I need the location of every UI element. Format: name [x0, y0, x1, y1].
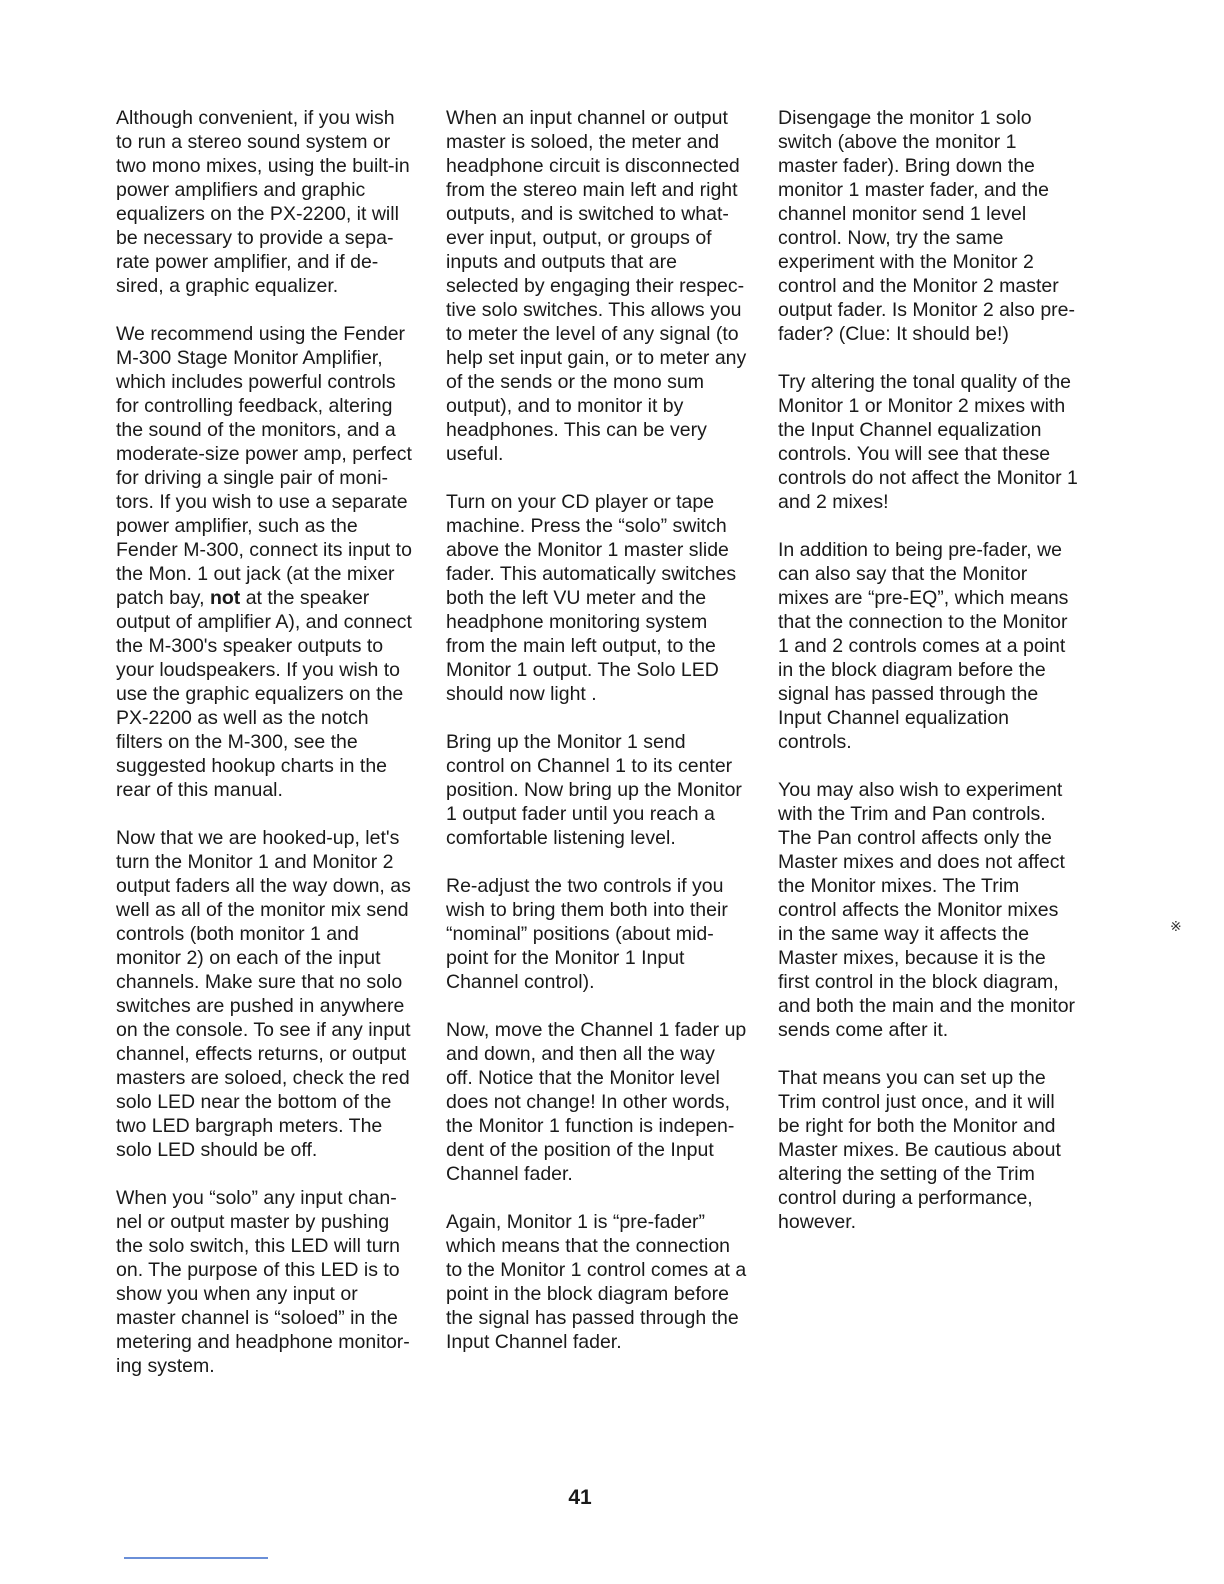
paragraph: We recommend using the Fender M-300 Stage Monitor Amplifier, which includes powerful controls for controlling feedback, altering the sound of the monitors, and a moderate-size power amp, perfect for driving a single pair of moni- tors. If you wish to use a separate power amplifier, such as the Fender M-300, connect its input to the Mon. 1 out jack (at the mixer patch bay, not at the speaker output of amplifier A), and connect the M-300's speaker outputs to your loudspeakers. If you wish to use the graphic equalizers on the PX-2200 as well as the notch filters on the M-300, see the suggested hookup charts in the rear of this manual. [116, 323, 412, 801]
paragraph: That means you can set up the Trim control just once, and it will be right for both the Monitor and Master mixes. Be cautious about altering the setting of the Trim control during a performance, however. [778, 1067, 1061, 1233]
text-column-1 [116, 106, 428, 1402]
paragraph: Re-adjust the two controls if you wish to bring them both into their “nominal” positions (about mid- point for the Monitor 1 Input Channel control). [446, 875, 728, 993]
text-column-2 [446, 106, 762, 1378]
paragraph: You may also wish to experiment with the Trim and Pan controls. The Pan control affects only the Master mixes and does not affect the Monitor mixes. The Trim control affects the Monitor mixes in the same way it affects the Master mixes, because it is the first control in the block diagram, and both the main and the monitor sends come after it. [778, 779, 1076, 1041]
bottom-rule [124, 1557, 268, 1559]
paragraph: When an input channel or output master is soloed, the meter and headphone circuit is disconnected from the stereo main left and right outputs, and is switched to what- ever input, output, or groups of inputs and outputs that are selected by engaging their respec- tive solo switches. This allows you to meter the level of any signal (to help set input gain, or to meter any of the sends or the mono sum output), and to monitor it by headphones. This can be very useful. [446, 107, 747, 465]
paragraph: Again, Monitor 1 is “pre-fader” which means that the connection to the Monitor 1 control comes at a point in the block diagram before the signal has passed through the Input Channel fader. [446, 1211, 747, 1353]
text-column-3 [778, 106, 1094, 1258]
paragraph: Now, move the Channel 1 fader up and down, and then all the way off. Notice that the Monitor level does not change! In other words, the Monitor 1 function is indepen- dent of the position of the Input Channel fader. [446, 1019, 747, 1185]
page-number: 41 [568, 1486, 592, 1509]
paragraph: In addition to being pre-fader, we can also say that the Monitor mixes are “pre-EQ”, which means that the connection to the Monitor 1 and 2 controls comes at a point in the block diagram before the signal has passed through the Input Channel equalization controls. [778, 539, 1069, 753]
paragraph: When you “solo” any input chan- nel or output master by pushing the solo switch, this LED will turn on. The purpose of this LED is to show you when any input or master channel is “soloed” in the metering and headphone monitor- ing system. [116, 1187, 410, 1377]
paragraph: Turn on your CD player or tape machine. Press the “solo” switch above the Monitor 1 master slide fader. This automatically switches both the left VU meter and the headphone monitoring system from the main left output, to the Monitor 1 output. The Solo LED should now light . [446, 491, 737, 705]
paragraph: Disengage the monitor 1 solo switch (above the monitor 1 master fader). Bring down the monitor 1 master fader, and the channel monitor send 1 level control. Now, try the same experiment with the Monitor 2 control and the Monitor 2 master output fader. Is Monitor 2 also pre- fader? (Clue: It should be!) [778, 107, 1075, 345]
paragraph: Bring up the Monitor 1 send control on Channel 1 to its center position. Now bring up the Monitor 1 output fader until you reach a comfortable listening level. [446, 731, 742, 849]
scan-speck: ※ [1170, 918, 1182, 934]
paragraph: Although convenient, if you wish to run a stereo sound system or two mono mixes, using the built-in power amplifiers and graphic equalizers on the PX-2200, it will be necessary to provide a sepa- rate power amplifier, and if de- sired, a graphic equalizer. [116, 107, 410, 297]
paragraph: Try altering the tonal quality of the Monitor 1 or Monitor 2 mixes with the Input Channel equalization controls. You will see that these controls do not affect the Monitor 1 and 2 mixes! [778, 371, 1078, 513]
paragraph: Now that we are hooked-up, let's turn the Monitor 1 and Monitor 2 output faders all the way down, as well as all of the monitor mix send controls (both monitor 1 and monitor 2) on each of the input channels. Make sure that no solo switches are pushed in anywhere on the console. To see if any input channel, effects returns, or output masters are soloed, check the red solo LED near the bottom of the two LED bargraph meters. The solo LED should be off. [116, 827, 411, 1161]
emphasis-text: not [209, 587, 241, 609]
